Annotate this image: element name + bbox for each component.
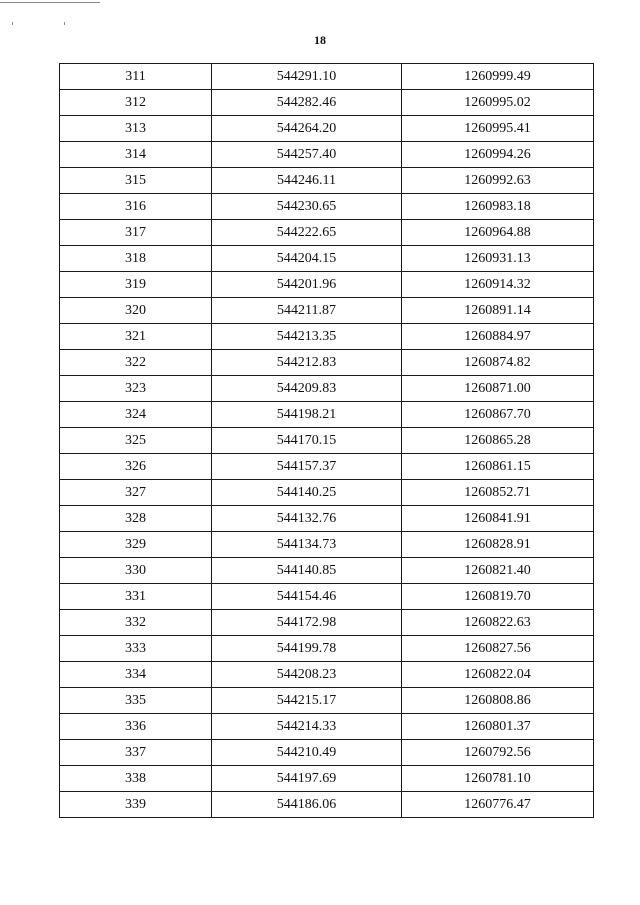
y-coordinate-cell: 1260821.40	[402, 558, 594, 584]
point-number-cell: 335	[60, 688, 212, 714]
table-row	[60, 636, 594, 662]
table-row	[60, 714, 594, 740]
point-number-cell: 328	[60, 506, 212, 532]
point-number-cell: 316	[60, 194, 212, 220]
point-number-cell: 327	[60, 480, 212, 506]
coordinates-table	[59, 63, 594, 818]
point-number-cell: 330	[60, 558, 212, 584]
y-coordinate-cell: 1260999.49	[402, 64, 594, 90]
scan-artifact-top-rule	[0, 2, 100, 3]
x-coordinate-cell: 544134.73	[212, 532, 402, 558]
point-number-cell: 324	[60, 402, 212, 428]
scan-artifact-dot	[12, 22, 13, 25]
table-row	[60, 376, 594, 402]
point-number-cell: 317	[60, 220, 212, 246]
point-number-cell: 323	[60, 376, 212, 402]
x-coordinate-cell: 544172.98	[212, 610, 402, 636]
y-coordinate-cell: 1260891.14	[402, 298, 594, 324]
table-row	[60, 350, 594, 376]
table-row	[60, 168, 594, 194]
table-row	[60, 428, 594, 454]
point-number-cell: 311	[60, 64, 212, 90]
point-number-cell: 318	[60, 246, 212, 272]
scan-artifact-dot	[64, 22, 65, 25]
point-number-cell: 313	[60, 116, 212, 142]
y-coordinate-cell: 1260871.00	[402, 376, 594, 402]
table-row	[60, 116, 594, 142]
table-row	[60, 272, 594, 298]
y-coordinate-cell: 1260994.26	[402, 142, 594, 168]
x-coordinate-cell: 544211.87	[212, 298, 402, 324]
table-row	[60, 246, 594, 272]
point-number-cell: 336	[60, 714, 212, 740]
point-number-cell: 325	[60, 428, 212, 454]
x-coordinate-cell: 544140.25	[212, 480, 402, 506]
coordinates-table-body	[60, 64, 594, 818]
y-coordinate-cell: 1260808.86	[402, 688, 594, 714]
x-coordinate-cell: 544282.46	[212, 90, 402, 116]
x-coordinate-cell: 544257.40	[212, 142, 402, 168]
table-row	[60, 662, 594, 688]
table-row	[60, 688, 594, 714]
table-row	[60, 90, 594, 116]
y-coordinate-cell: 1260995.02	[402, 90, 594, 116]
y-coordinate-cell: 1260983.18	[402, 194, 594, 220]
x-coordinate-cell: 544157.37	[212, 454, 402, 480]
y-coordinate-cell: 1260828.91	[402, 532, 594, 558]
table-row	[60, 558, 594, 584]
y-coordinate-cell: 1260964.88	[402, 220, 594, 246]
x-coordinate-cell: 544222.65	[212, 220, 402, 246]
point-number-cell: 312	[60, 90, 212, 116]
table-row	[60, 584, 594, 610]
y-coordinate-cell: 1260992.63	[402, 168, 594, 194]
x-coordinate-cell: 544246.11	[212, 168, 402, 194]
y-coordinate-cell: 1260827.56	[402, 636, 594, 662]
x-coordinate-cell: 544154.46	[212, 584, 402, 610]
x-coordinate-cell: 544264.20	[212, 116, 402, 142]
y-coordinate-cell: 1260819.70	[402, 584, 594, 610]
table-row	[60, 402, 594, 428]
y-coordinate-cell: 1260781.10	[402, 766, 594, 792]
table-row	[60, 740, 594, 766]
point-number-cell: 326	[60, 454, 212, 480]
x-coordinate-cell: 544186.06	[212, 792, 402, 818]
x-coordinate-cell: 544170.15	[212, 428, 402, 454]
point-number-cell: 333	[60, 636, 212, 662]
x-coordinate-cell: 544212.83	[212, 350, 402, 376]
x-coordinate-cell: 544215.17	[212, 688, 402, 714]
table-row	[60, 506, 594, 532]
y-coordinate-cell: 1260861.15	[402, 454, 594, 480]
point-number-cell: 338	[60, 766, 212, 792]
page-number: 18	[314, 33, 326, 47]
point-number-cell: 319	[60, 272, 212, 298]
table-row	[60, 324, 594, 350]
point-number-cell: 337	[60, 740, 212, 766]
point-number-cell: 329	[60, 532, 212, 558]
table-row	[60, 792, 594, 818]
x-coordinate-cell: 544132.76	[212, 506, 402, 532]
table-row	[60, 532, 594, 558]
table-row	[60, 142, 594, 168]
table-row	[60, 64, 594, 90]
y-coordinate-cell: 1260865.28	[402, 428, 594, 454]
y-coordinate-cell: 1260914.32	[402, 272, 594, 298]
point-number-cell: 334	[60, 662, 212, 688]
x-coordinate-cell: 544209.83	[212, 376, 402, 402]
y-coordinate-cell: 1260852.71	[402, 480, 594, 506]
y-coordinate-cell: 1260822.63	[402, 610, 594, 636]
point-number-cell: 315	[60, 168, 212, 194]
x-coordinate-cell: 544291.10	[212, 64, 402, 90]
table-row	[60, 220, 594, 246]
table-row	[60, 766, 594, 792]
point-number-cell: 322	[60, 350, 212, 376]
x-coordinate-cell: 544208.23	[212, 662, 402, 688]
y-coordinate-cell: 1260874.82	[402, 350, 594, 376]
point-number-cell: 331	[60, 584, 212, 610]
table-row	[60, 194, 594, 220]
y-coordinate-cell: 1260776.47	[402, 792, 594, 818]
y-coordinate-cell: 1260841.91	[402, 506, 594, 532]
table-row	[60, 610, 594, 636]
y-coordinate-cell: 1260931.13	[402, 246, 594, 272]
x-coordinate-cell: 544201.96	[212, 272, 402, 298]
x-coordinate-cell: 544199.78	[212, 636, 402, 662]
x-coordinate-cell: 544198.21	[212, 402, 402, 428]
point-number-cell: 339	[60, 792, 212, 818]
x-coordinate-cell: 544230.65	[212, 194, 402, 220]
y-coordinate-cell: 1260867.70	[402, 402, 594, 428]
y-coordinate-cell: 1260822.04	[402, 662, 594, 688]
x-coordinate-cell: 544204.15	[212, 246, 402, 272]
table-row	[60, 480, 594, 506]
point-number-cell: 321	[60, 324, 212, 350]
x-coordinate-cell: 544214.33	[212, 714, 402, 740]
point-number-cell: 314	[60, 142, 212, 168]
point-number-cell: 320	[60, 298, 212, 324]
y-coordinate-cell: 1260995.41	[402, 116, 594, 142]
point-number-cell: 332	[60, 610, 212, 636]
table-row	[60, 298, 594, 324]
y-coordinate-cell: 1260792.56	[402, 740, 594, 766]
y-coordinate-cell: 1260801.37	[402, 714, 594, 740]
x-coordinate-cell: 544210.49	[212, 740, 402, 766]
x-coordinate-cell: 544140.85	[212, 558, 402, 584]
x-coordinate-cell: 544197.69	[212, 766, 402, 792]
y-coordinate-cell: 1260884.97	[402, 324, 594, 350]
table-row	[60, 454, 594, 480]
x-coordinate-cell: 544213.35	[212, 324, 402, 350]
